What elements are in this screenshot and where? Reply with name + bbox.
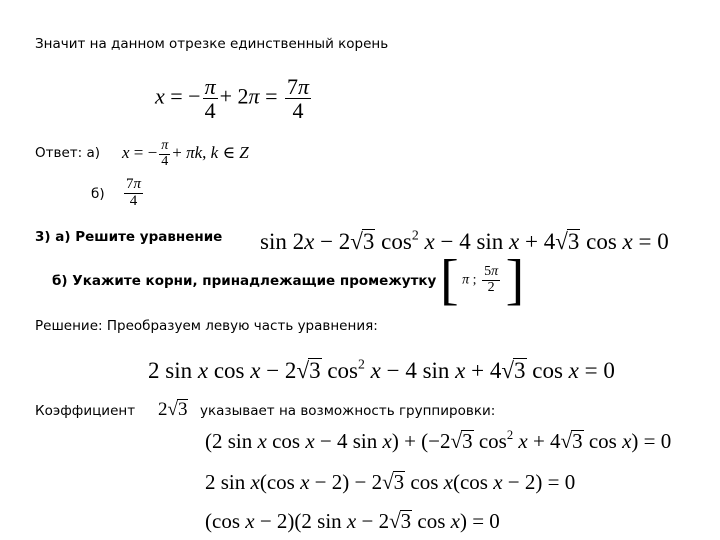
answer-b-label: б) [91, 186, 105, 202]
answer-label: Ответ: а) [35, 145, 100, 161]
grouping-line-1: (2 sin x cos x − 4 sin x) + (−2√3 $\cos^2 x + 4√3$ cos x) = 0 [205, 428, 672, 453]
grouping-line-2: 2 sin x(cos x − 2) − 2√3 cos x(cos x − 2) = 0 [205, 470, 576, 494]
root-statement: Значит на данном отрезке единственный корень [35, 36, 389, 52]
root-formula: x = − $\frac{\pi}{4}$ + 2π = $\frac{7\pi}{4}$ [155, 74, 310, 124]
interval-formula: [ π ; $\frac{5\pi}{2}$ ] [440, 249, 525, 311]
coef-value: 2√3 [158, 399, 188, 420]
task3a-label: 3) а) Решите уравнение [35, 229, 223, 245]
coef-tail: указывает на возможность группировки: [200, 403, 496, 419]
answer-b-formula: $\frac{7\pi}{4}$ [126, 176, 142, 209]
grouping-line-3: (cos x − 2)(2 sin x − 2√3 cos x) = 0 [205, 509, 500, 533]
transformed-equation: 2 sin x cos x − 2√3 $\cos^2 x - 4$ sin x + 4√3 cos x = 0 [148, 356, 615, 383]
task3-equation: sin 2x − 2√3 $\cos^2 x - 4$ sin x + 4√3 cos x = 0 [260, 227, 669, 254]
task3b-label: б) Укажите корни, принадлежащие промежутку [52, 273, 437, 289]
solution-text: Решение: Преобразуем левую часть уравнения: [35, 318, 378, 334]
answer-a-formula: x = − $\frac{\pi}{4}$ + πk, k ∈ Z [122, 138, 249, 169]
coef-label: Коэффициент [35, 403, 136, 419]
